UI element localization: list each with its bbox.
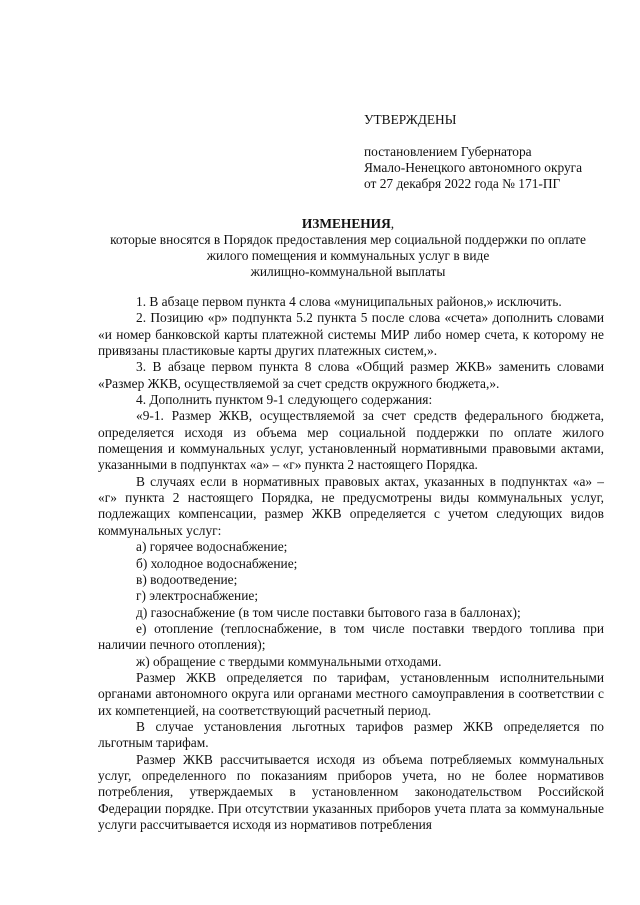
list-item: в) водоотведение; [136,571,238,587]
document-title [94,216,602,280]
list-item: б) холодное водоснабжение; [136,555,298,571]
approval-line: от 27 декабря 2022 года № 171-ПГ [364,176,561,191]
list-item: г) электроснабжение; [136,588,259,604]
paragraph: 1. В абзаце первом пункта 4 слова «муниципальных районов,» исключить. [136,294,562,309]
list-item: д) газоснабжение (в том числе поставки бытового газа в баллонах); [136,604,521,620]
title-main: ИЗМЕНЕНИЯ [301,216,391,231]
paragraph: Размер ЖКВ рассчитывается исходя из объема потребляемых коммунальных услуг, определенного по показаниям приборов учета, но не более нормативов потребления, утверждаемых в установленном законодательством Российской Федерации порядке. При отсутствии указанных приборов учета плата за коммунальные услуги рассчитывается исходя из нормативов потребления [98,751,604,832]
paragraph: 3. В абзаце первом пункта 8 слова «Общий размер ЖКВ» заменить словами «Размер ЖКВ, осуществляемой за счет средств окружного бюджета,». [98,359,604,391]
approval-line: Ямало-Ненецкого автономного округа [364,160,583,175]
paragraph: 4. Дополнить пунктом 9-1 следующего содержания: [136,392,433,408]
title-line: жилищно-коммунальной выплаты [250,264,446,279]
paragraph: «9-1. Размер ЖКВ, осуществляемой за счет средств федерального бюджета, определяется исходя из объема мер социальной поддержки по оплате жилого помещения и коммунальных услуг, установленный нормативными правовыми актами, указанными в подпунктах «а» – «г» пункта 2 настоящего Порядка. [98,408,604,473]
title-line: жилого помещения и коммунальных услуг в виде [206,248,490,263]
paragraph: В случаях если в нормативных правовых актах, указанных в подпунктах «а» – «г» пункта 2 настоящего Порядка, не предусмотрены виды коммунальных услуг, подлежащих компенсации, размер ЖКВ определяется с учетом следующих видов коммунальных услуг: [98,473,604,538]
approval-block [364,112,634,192]
list-item: ж) обращение с твердыми коммунальными отходами. [136,653,442,669]
paragraph: Размер ЖКВ определяется по тарифам, установленным исполнительными органами автономного округа или органами местного самоуправления в соответствии с их компетенцией, на соответствующий расчетный период. [98,669,604,718]
approval-header: УТВЕРЖДЕНЫ [364,112,457,127]
approval-line: постановлением Губернатора [364,144,532,159]
list-item: е) отопление (теплоснабжение, в том числе поставки твердого топлива при наличии печного отопления); [98,620,604,653]
paragraph: 2. Позицию «р» подпункта 5.2 пункта 5 после слова «счета» дополнить словами «и номер банковской карты платежной системы МИР либо номер счета, к которому не привязаны пластиковые карты других платежных систем,». [98,310,604,359]
title-line: которые вносятся в Порядок предоставления мер социальной поддержки по оплате [110,232,586,247]
document-body [98,294,604,833]
title-comma: , [390,216,395,231]
paragraph: В случае установления льготных тарифов размер ЖКВ определяется по льготным тарифам. [98,718,604,751]
list-item: а) горячее водоснабжение; [136,539,288,555]
